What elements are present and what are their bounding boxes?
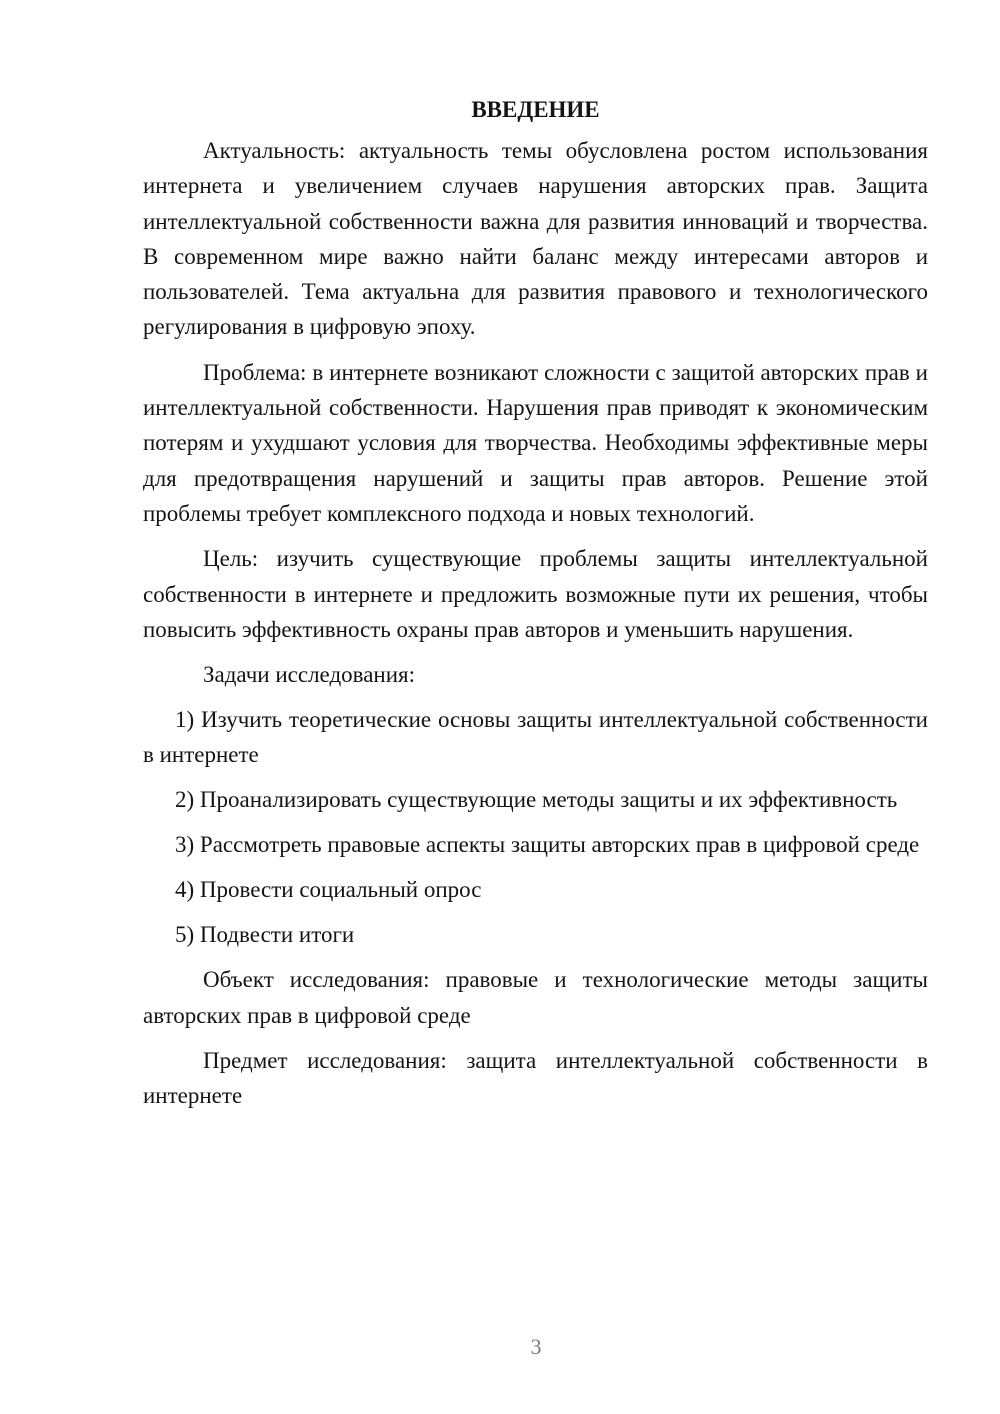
task-item-2: 2) Проанализировать существующие методы защиты и их эффективность bbox=[175, 787, 898, 813]
task-item-4: 4) Провести социальный опрос bbox=[175, 877, 482, 903]
page-number: 3 bbox=[530, 1334, 542, 1359]
document-page bbox=[143, 92, 928, 1124]
paragraph-goal: Цель: изучить существующие проблемы защиты интеллектуальной собственности в интернете и предложить возможные пути их решения, чтобы повысить эффективность охраны прав авторов и уменьшить нарушения. bbox=[143, 546, 928, 642]
paragraph-subject: Предмет исследования: защита интеллектуальной собственности в интернете bbox=[143, 1048, 928, 1109]
task-item-5: 5) Подвести итоги bbox=[175, 922, 355, 948]
page-title: ВВЕДЕНИЕ bbox=[471, 97, 600, 122]
paragraph-relevance: Актуальность: актуальность темы обусловлена ростом использования интернета и увеличением случаев нарушения авторских прав. Защита интеллектуальной собственности важна для развития инноваций и творчества. В современном мире важно найти баланс между интересами авторов и пользователей. Тема актуальна для развития правового и технологического регулирования в цифровую эпоху. bbox=[143, 138, 928, 340]
paragraph-object: Объект исследования: правовые и технологические методы защиты авторских прав в цифровой среде bbox=[143, 967, 928, 1028]
task-item-3: 3) Рассмотреть правовые аспекты защиты авторских прав в цифровой среде bbox=[175, 832, 920, 858]
paragraph-problem: Проблема: в интернете возникают сложности с защитой авторских прав и интеллектуальной собственности. Нарушения прав приводят к экономическим потерям и ухудшают условия для творчества. Необходимы эффективные меры для предотвращения нарушений и защиты прав авторов. Решение этой проблемы требует комплексного подхода и новых технологий. bbox=[143, 359, 928, 526]
task-item-1: 1) Изучить теоретические основы защиты интеллектуальной собственности в интернете bbox=[143, 707, 928, 768]
tasks-heading: Задачи исследования: bbox=[203, 662, 416, 688]
